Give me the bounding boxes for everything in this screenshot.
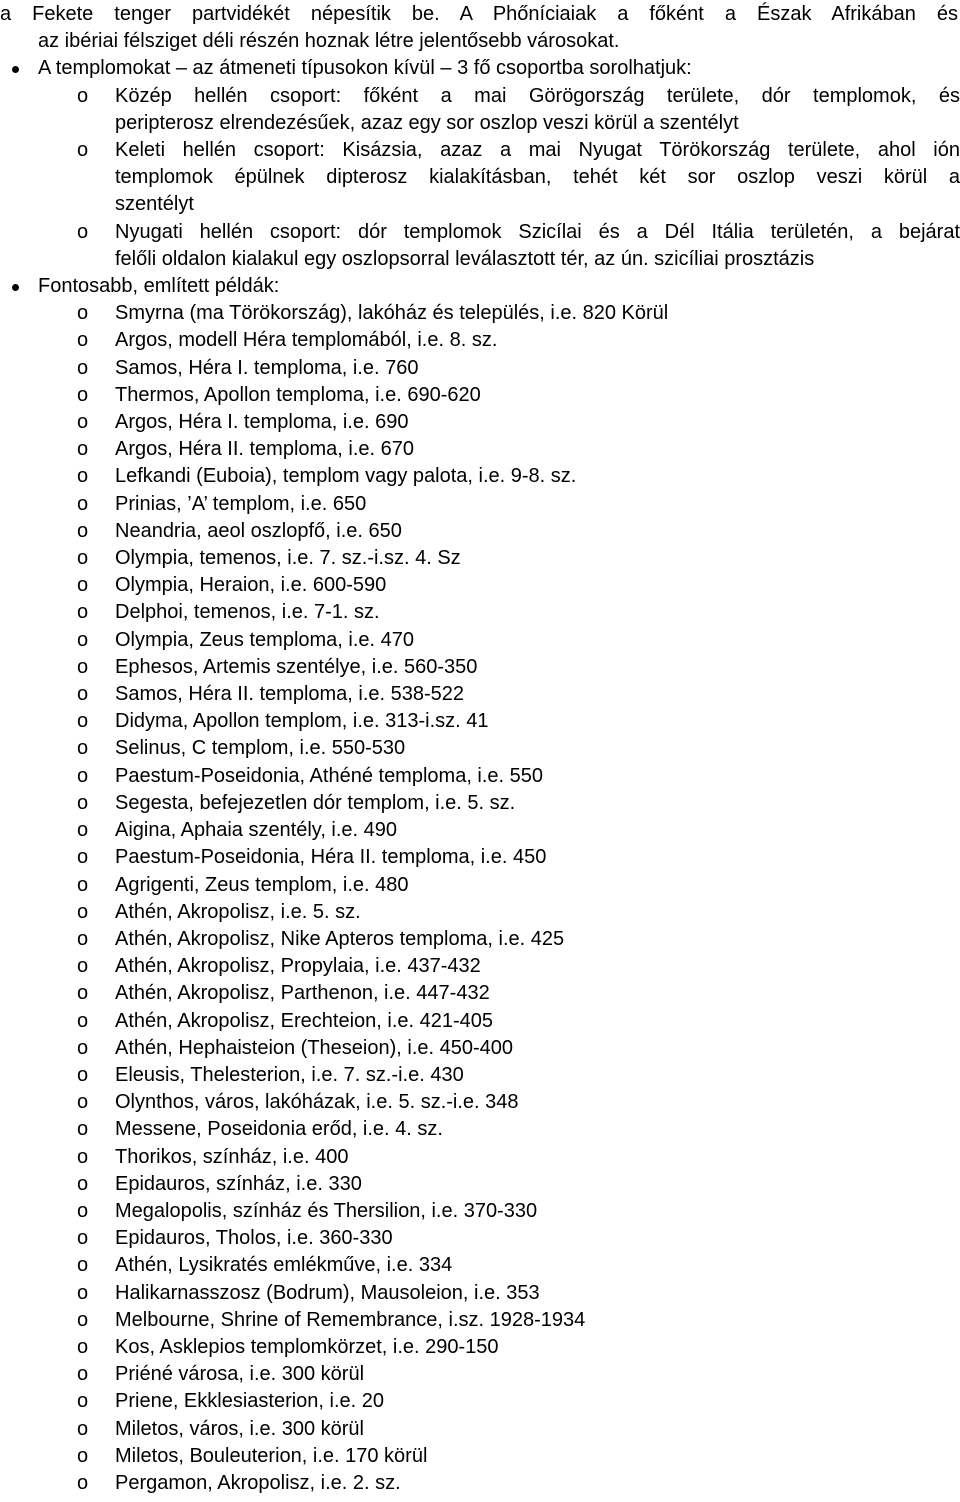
list-item [0, 1307, 960, 1334]
list-item-text: Megalopolis, színház és Thersilion, i.e. 370-330 [115, 1199, 538, 1222]
bullet-circle-icon: o [77, 492, 89, 515]
list-item [0, 681, 960, 708]
bullet-circle-icon: o [77, 438, 89, 461]
intro-text-line: a Fekete tenger partvidékét népesítik be. A Phőníciaiak a főként a Észak Afrikában és [0, 3, 958, 25]
list-item [0, 436, 960, 463]
list-item [0, 1388, 960, 1415]
bullet-circle-icon: o [77, 601, 89, 624]
bullet-circle-icon: o [77, 302, 89, 325]
list-item-text: Thorikos, színház, i.e. 400 [115, 1145, 349, 1168]
list-item [0, 899, 960, 926]
temple-group-text: felőli oldalon kialakul egy oszlopsorral leválasztott tér, az ún. szicíliai prosztázis [115, 247, 815, 270]
list-item [0, 1062, 960, 1089]
bullet-dot-icon [12, 284, 19, 291]
list-item-text: Didyma, Apollon templom, i.e. 313-i.sz. 41 [115, 710, 489, 733]
list-item [0, 355, 960, 382]
list-item [0, 817, 960, 844]
list-item-text: Messene, Poseidonia erőd, i.e. 4. sz. [115, 1118, 443, 1141]
bullet-circle-icon: o [77, 519, 89, 542]
list-item [0, 599, 960, 626]
bullet-circle-icon: o [77, 927, 89, 950]
bullet-circle-icon: o [77, 383, 89, 406]
bullet-circle-icon: o [77, 1091, 89, 1114]
list-item [0, 872, 960, 899]
list-item-text: Argos, modell Héra templomából, i.e. 8. sz. [115, 329, 498, 352]
list-item-text: Athén, Hephaisteion (Theseion), i.e. 450-400 [115, 1036, 514, 1059]
bullet-circle-icon: o [77, 1363, 89, 1386]
list-item-text: Ephesos, Artemis szentélye, i.e. 560-350 [115, 655, 478, 678]
bullet-circle-icon: o [77, 628, 89, 651]
list-item [0, 518, 960, 545]
list-item [0, 654, 960, 681]
bullet-circle-icon: o [77, 900, 89, 923]
temple-group-text: templomok épülnek dipterosz kialakításban, tehét két sor oszlop veszi körül a [115, 166, 960, 189]
list-item-text: Athén, Akropolisz, Erechteion, i.e. 421-405 [115, 1009, 494, 1032]
bullet-circle-icon: o [77, 1199, 89, 1222]
list-item [0, 327, 960, 354]
bullet-circle-icon: o [77, 139, 89, 162]
list-item-text: Athén, Akropolisz, i.e. 5. sz. [115, 900, 361, 923]
list-item [0, 1144, 960, 1171]
temple-group-text: peripterosz elrendezésűek, azaz egy sor oszlop veszi körül a szentélyt [115, 111, 739, 134]
bullet-circle-icon: o [77, 1281, 89, 1304]
bullet-circle-icon: o [77, 220, 89, 243]
bullet-circle-icon: o [77, 1172, 89, 1195]
list-item-text: Pergamon, Akropolisz, i.e. 2. sz. [115, 1471, 401, 1494]
list-item [0, 1416, 960, 1443]
list-item-text: Olynthos, város, lakóházak, i.e. 5. sz.-i.e. 348 [115, 1091, 519, 1114]
list-item [0, 491, 960, 518]
list-item [0, 1225, 960, 1252]
bullet-circle-icon: o [77, 791, 89, 814]
temple-group-text: Közép hellén csoport: főként a mai Görögország területe, dór templomok, és [115, 84, 960, 107]
list-item-text: Paestum-Poseidonia, Athéné temploma, i.e. 550 [115, 764, 544, 787]
list-item-text: Athén, Akropolisz, Propylaia, i.e. 437-432 [115, 955, 481, 978]
list-item [0, 1089, 960, 1116]
bullet-circle-icon: o [77, 574, 89, 597]
list-item-text: Prinias, ’A’ templom, i.e. 650 [115, 492, 367, 515]
bullet-circle-icon: o [77, 1390, 89, 1413]
list-item-text: Miletos, város, i.e. 300 körül [115, 1417, 364, 1440]
list-item-text: Miletos, Bouleuterion, i.e. 170 körül [115, 1444, 428, 1467]
list-item [0, 382, 960, 409]
temple-group-text: Nyugati hellén csoport: dór templomok Szicílai és a Dél Itália területén, a bejárat [115, 220, 960, 243]
list-item [0, 844, 960, 871]
list-item [0, 1334, 960, 1361]
list-item-text: Argos, Héra II. temploma, i.e. 670 [115, 438, 415, 461]
list-item-text: Agrigenti, Zeus templom, i.e. 480 [115, 873, 409, 896]
list-item-text: Melbourne, Shrine of Remembrance, i.sz. 1928-1934 [115, 1308, 586, 1331]
list-item-text: Olympia, Heraion, i.e. 600-590 [115, 574, 387, 597]
intro-text-line: az ibériai félsziget déli részén hoznak létre jelentősebb városokat. [38, 30, 620, 53]
bullet-circle-icon: o [77, 873, 89, 896]
list-item-text: Athén, Akropolisz, Nike Apteros temploma, i.e. 425 [115, 927, 565, 950]
list-item [0, 463, 960, 490]
bullet-circle-icon: o [77, 1227, 89, 1250]
list-item-text: Neandria, aeol oszlopfő, i.e. 650 [115, 519, 402, 542]
list-item-text: Athén, Lysikratés emlékműve, i.e. 334 [115, 1254, 453, 1277]
bullet-circle-icon: o [77, 1118, 89, 1141]
list-item-text: Priene, Ekklesiasterion, i.e. 20 [115, 1390, 385, 1413]
list-item [0, 572, 960, 599]
temples-heading [0, 55, 960, 82]
list-item [0, 1252, 960, 1279]
bullet-circle-icon: o [77, 846, 89, 869]
temple-group-item [0, 83, 960, 110]
list-item-text: Priéné városa, i.e. 300 körül [115, 1363, 365, 1386]
bullet-circle-icon: o [77, 1009, 89, 1032]
list-item-text: Kos, Asklepios templomkörzet, i.e. 290-150 [115, 1335, 499, 1358]
list-item-text: Lefkandi (Euboia), templom vagy palota, i.e. 9-8. sz. [115, 465, 577, 488]
list-item [0, 1171, 960, 1198]
list-item [0, 627, 960, 654]
bullet-circle-icon: o [77, 1036, 89, 1059]
bullet-circle-icon: o [77, 982, 89, 1005]
list-item [0, 953, 960, 980]
temples-heading-text: A templomokat – az átmeneti típusokon kívül – 3 fő csoportba sorolhatjuk: [38, 57, 692, 80]
list-item [0, 1280, 960, 1307]
list-item-text: Samos, Héra I. temploma, i.e. 760 [115, 356, 419, 379]
temple-group-text: Keleti hellén csoport: Kisázsia, azaz a mai Nyugat Törökország területe, ahol ión [115, 139, 960, 162]
list-item-text: Selinus, C templom, i.e. 550-530 [115, 737, 406, 760]
list-item [0, 1198, 960, 1225]
bullet-circle-icon: o [77, 329, 89, 352]
bullet-circle-icon: o [77, 1145, 89, 1168]
list-item [0, 1470, 960, 1497]
list-item [0, 708, 960, 735]
bullet-circle-icon: o [77, 465, 89, 488]
list-item-text: Samos, Héra II. temploma, i.e. 538-522 [115, 683, 465, 706]
bullet-circle-icon: o [77, 547, 89, 570]
list-item-text: Aigina, Aphaia szentély, i.e. 490 [115, 819, 398, 842]
bullet-circle-icon: o [77, 1471, 89, 1494]
temple-group-item [0, 219, 960, 246]
bullet-circle-icon: o [77, 819, 89, 842]
examples-heading [0, 273, 960, 300]
bullet-circle-icon: o [77, 84, 89, 107]
examples-heading-text: Fontosabb, említett példák: [38, 275, 280, 298]
bullet-circle-icon: o [77, 655, 89, 678]
list-item [0, 980, 960, 1007]
list-item-text: Halikarnasszosz (Bodrum), Mausoleion, i.e. 353 [115, 1281, 540, 1304]
list-item-text: Epidauros, színház, i.e. 330 [115, 1172, 362, 1195]
list-item-text: Segesta, befejezetlen dór templom, i.e. 5. sz. [115, 791, 516, 814]
bullet-circle-icon: o [77, 955, 89, 978]
bullet-dot-icon [12, 66, 19, 73]
list-item-text: Olympia, Zeus temploma, i.e. 470 [115, 628, 415, 651]
list-item-text: Smyrna (ma Törökország), lakóház és település, i.e. 820 Körül [115, 302, 669, 325]
list-item-text: Athén, Akropolisz, Parthenon, i.e. 447-432 [115, 982, 490, 1005]
bullet-circle-icon: o [77, 1254, 89, 1277]
list-item [0, 545, 960, 572]
bullet-circle-icon: o [77, 411, 89, 434]
bullet-circle-icon: o [77, 710, 89, 733]
temple-group-item [0, 137, 960, 164]
bullet-circle-icon: o [77, 1063, 89, 1086]
list-item [0, 763, 960, 790]
list-item [0, 300, 960, 327]
bullet-circle-icon: o [77, 764, 89, 787]
bullet-circle-icon: o [77, 356, 89, 379]
list-item [0, 409, 960, 436]
list-item-text: Olympia, temenos, i.e. 7. sz.-i.sz. 4. Sz [115, 547, 461, 570]
list-item-text: Eleusis, Thelesterion, i.e. 7. sz.-i.e. 430 [115, 1063, 464, 1086]
list-item [0, 1008, 960, 1035]
list-item-text: Paestum-Poseidonia, Héra II. temploma, i.e. 450 [115, 846, 547, 869]
list-item [0, 1035, 960, 1062]
bullet-circle-icon: o [77, 737, 89, 760]
examples-list [0, 300, 960, 1497]
list-item [0, 790, 960, 817]
bullet-circle-icon: o [77, 1308, 89, 1331]
list-item-text: Argos, Héra I. temploma, i.e. 690 [115, 411, 409, 434]
list-item [0, 926, 960, 953]
list-item [0, 1361, 960, 1388]
list-item [0, 735, 960, 762]
list-item-text: Thermos, Apollon temploma, i.e. 690-620 [115, 383, 481, 406]
list-item-text: Delphoi, temenos, i.e. 7-1. sz. [115, 601, 380, 624]
list-item [0, 1443, 960, 1470]
list-item-text: Epidauros, Tholos, i.e. 360-330 [115, 1227, 393, 1250]
bullet-circle-icon: o [77, 1444, 89, 1467]
bullet-circle-icon: o [77, 683, 89, 706]
bullet-circle-icon: o [77, 1417, 89, 1440]
temple-group-text: szentélyt [115, 193, 194, 216]
bullet-circle-icon: o [77, 1335, 89, 1358]
list-item [0, 1116, 960, 1143]
